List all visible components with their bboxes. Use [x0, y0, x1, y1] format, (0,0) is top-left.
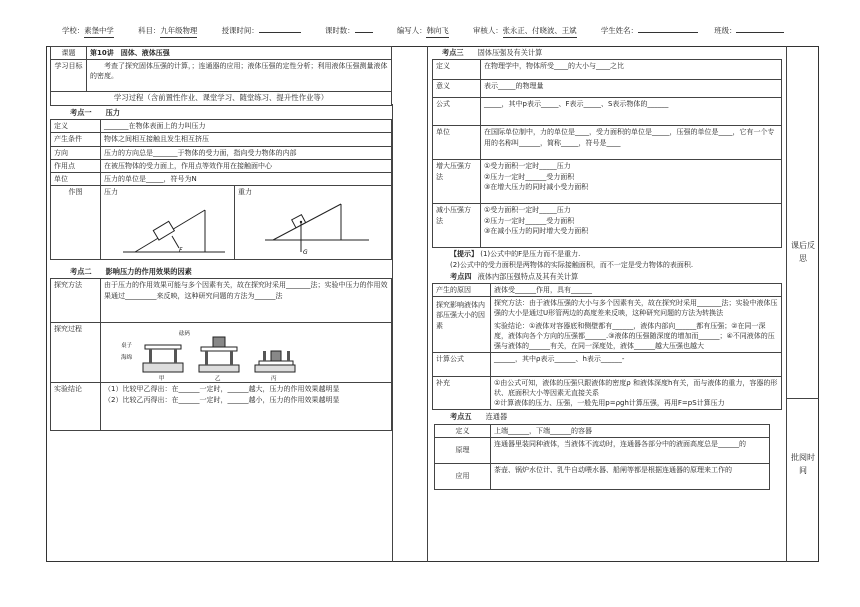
row-key: 单位: [433, 126, 481, 160]
reviewer-value: 张永正、付晓波、王斌: [503, 26, 577, 38]
row-value: _______在物体表面上的力叫压力: [101, 120, 392, 133]
drawing-row: [51, 186, 392, 260]
conclusion-1: （1）比较甲乙得出：在______一定时，______越大，压力的作用效果越明显: [104, 385, 340, 394]
table-row: [433, 98, 782, 126]
row-value: 表示_____的物理量: [481, 80, 782, 98]
pressure-drawing-cell: [101, 186, 235, 260]
row-value: 在被压物体的受力面上，作用点等效作用在接触面中心: [101, 159, 392, 172]
kd5-label: 考点五: [450, 412, 472, 422]
table-row: [51, 323, 392, 383]
force-G-label: G: [303, 249, 308, 257]
explore-method: 探究方法：由于液体压强的大小与多个因素有关，故在探究时采用_______法；实验中液体压强的大小是通过U形管两边的高度差来反映，这种研究问题的方法为转换法: [494, 299, 778, 318]
supp-cell: [491, 377, 782, 410]
row-key: 增大压强方法: [433, 160, 481, 204]
student-label: 学生姓名：: [600, 26, 638, 35]
gravity-label: 重力: [238, 188, 252, 197]
formula-text: ______，其中ρ表示______、h表示______-: [491, 353, 782, 377]
school-value: 素堡中学: [84, 26, 114, 38]
sponge-label: 海绵: [121, 355, 133, 362]
goal-text: 考查了探究固体压强的计算，；连通器的应用；液体压强的定性分析；利用液体压强测量液体的密度。: [87, 60, 392, 92]
row-value: ①受力面积一定时_____压力 ②压力一定时______受力面积 ③在增大压力的同时减小受力面积: [481, 160, 782, 204]
kd3-heading: [432, 46, 782, 59]
kd2-table: [50, 278, 392, 431]
tip-2: (2)公式中的受力面积是两物体的实际接触面积，而不一定是受力物体的表面积.: [450, 260, 694, 269]
supp-label: 补充: [433, 377, 491, 410]
explore-label: 探究影响液体内部压强大小的因素: [433, 297, 491, 353]
divider-right: [786, 46, 787, 562]
kd4-title: 液体内部压强特点及其有关计算: [477, 271, 579, 281]
kd1-table: [50, 119, 392, 260]
cause-label: 产生的原因: [433, 284, 491, 297]
class-label: 班级：: [714, 26, 737, 35]
kd2-heading: [50, 265, 392, 278]
draw-label: 作图: [51, 186, 101, 260]
table-row: [51, 279, 392, 323]
author-value: 韩向飞: [426, 26, 448, 38]
gravity-drawing-cell: [235, 186, 392, 260]
row-key: 作用点: [51, 159, 101, 172]
table-row: [433, 284, 782, 297]
table-row: [433, 297, 782, 353]
row-key: 定义: [51, 120, 101, 133]
row-key: 产生条件: [51, 133, 101, 146]
method-label: 探究方法: [51, 279, 101, 323]
table-row: [433, 126, 782, 160]
row-value: 压力的方向总是_______于物体的受力面，指向受力物体的内部: [101, 146, 392, 159]
formula-label: 计算公式: [433, 353, 491, 377]
table-row: [435, 438, 770, 464]
caption-c: 丙: [271, 376, 277, 382]
kd4-table: [432, 283, 782, 410]
kd4-label: 考点四: [450, 271, 472, 281]
kd5-title: 连通器: [485, 412, 508, 422]
incline-gravity-figure: [259, 196, 379, 256]
row-value: 上端______，下端______的容器: [491, 424, 770, 437]
caption-a: 甲: [159, 376, 165, 382]
row-value: ①受力面积一定时_____压力 ②压力一定时______受力面积 ③在减小压力的同时增大受力面积: [481, 204, 782, 248]
row-key: 定义: [435, 424, 491, 437]
table-row: [433, 80, 782, 98]
pressure-label: 压力: [104, 188, 118, 197]
class-value: [736, 32, 784, 33]
row-value: 物体之间相互接触且发生相互挤压: [101, 133, 392, 146]
kd5-heading: [432, 410, 782, 423]
row-key: 原理: [435, 438, 491, 464]
caption-b: 乙: [215, 376, 221, 382]
force-F-label: F: [179, 247, 183, 255]
conclusion-cell: [101, 383, 392, 431]
subject-label: 科目：: [138, 26, 161, 35]
divider-right-h: [786, 398, 819, 399]
conclusion-label: 实验结论: [51, 383, 101, 431]
kd3-table: [432, 59, 782, 248]
student-value: [638, 32, 698, 33]
kd1-label: 考点一: [70, 107, 92, 117]
kd1-heading: [50, 106, 392, 119]
table-row: [433, 377, 782, 410]
table-row: [51, 146, 392, 159]
weight-label: 砝码: [179, 331, 191, 338]
kd5-table: [434, 424, 770, 490]
sponge-experiment-figure: [119, 325, 299, 381]
incline-pressure-figure: [115, 200, 235, 258]
tip-block: [432, 248, 782, 269]
hours-label: 课时数：: [324, 26, 355, 35]
table-top-label: 桌子: [121, 343, 133, 350]
topic-title: 第10讲 固体、液体压强: [87, 47, 392, 60]
time-value: [259, 32, 301, 33]
row-key: 应用: [435, 464, 491, 490]
after-class-reflection: 课后反思: [791, 241, 815, 263]
table-row: [435, 424, 770, 437]
kd2-label: 考点二: [70, 267, 92, 277]
method-text: 由于压力的作用效果可能与多个因素有关，故在探究时采用_______法；实验中压力的作用效果通过_________来反映，这种研究问题的方法为______法: [101, 279, 392, 323]
cause-text: 液体受______作用，具有______: [491, 284, 782, 297]
supp-2: ②计算液体的压力、压强，一般先用p=ρgh计算压强，再用F=pS计算压力: [494, 399, 725, 408]
kd2-title: 影响压力的作用效果的因素: [105, 267, 192, 277]
explore-cell: [491, 297, 782, 353]
row-key: 公式: [433, 98, 481, 126]
table-row: [435, 464, 770, 490]
subject-value: 九年级物理: [160, 26, 197, 38]
tip-label: 【提示】: [450, 250, 478, 259]
row-value: 茶壶、锅炉水位计、乳牛自动喂水器、船闸等都是根据连通器的原理来工作的: [491, 464, 770, 490]
table-row: [51, 383, 392, 431]
row-value: 压力的单位是_____，符号为N: [101, 172, 392, 185]
middle-column: [432, 46, 782, 490]
experiment-figure-cell: [101, 323, 392, 383]
hours-value: [355, 32, 373, 33]
row-key: 减小压强方法: [433, 204, 481, 248]
row-value: 连通器里装同种液体，当液体不流动时，连通器各部分中的液面高度总是______的: [491, 438, 770, 464]
topic-label: 课题: [51, 47, 87, 60]
divider-left: [392, 104, 393, 562]
kd4-heading: [432, 270, 782, 283]
table-row: [51, 172, 392, 185]
kd1-title: 压力: [105, 107, 120, 117]
time-label: 授课时间：: [221, 26, 259, 35]
explore-conclusion: 实验结论：①液体对容器底和侧壁都有______，液体内部向______都有压强；②在同一深度，液体向各个方向的压强都______.③液体的压强随深度的增加而______；④不同液体的压强与液体的______有关，在同一深度处，液体______越大压强也越大: [494, 321, 775, 350]
table-row: [51, 120, 392, 133]
table-row: [51, 133, 392, 146]
process-label: 探究过程: [51, 323, 101, 383]
row-value: _____，其中p表示_____、F表示_____、S表示物体的______: [481, 98, 782, 126]
row-key: 意义: [433, 80, 481, 98]
review-time: 批阅时间: [791, 453, 815, 475]
row-value: 在国际单位制中，力的单位是____，受力面积的单位是_____，压强的单位是____，它有一个专用的名称叫______，简称_____，符号是____: [481, 126, 782, 160]
supp-1: ①由公式可知，液体的压强只跟液体的密度ρ 和液体深度h有关，而与液体的重力，容器的形状、底面积大小等因素无直接关系: [494, 379, 778, 398]
process-heading: 学习过程（含前置性作业、课堂学习、随堂练习、提升性作业等）: [51, 92, 392, 106]
tip-1: (1)公式中的F是压力而不是重力.: [480, 250, 581, 259]
document-header: [60, 26, 850, 38]
row-key: 方向: [51, 146, 101, 159]
conclusion-2: （2）比较乙丙得出：在______一定时，______越小，压力的作用效果越明显: [104, 395, 340, 404]
table-row: [433, 160, 782, 204]
goal-label: 学习目标: [51, 60, 87, 92]
table-row: [433, 204, 782, 248]
row-key: 定义: [433, 60, 481, 80]
table-row: [433, 60, 782, 80]
kd3-label: 考点三: [442, 48, 464, 57]
reviewer-label: 审核人：: [473, 26, 503, 35]
row-key: 单位: [51, 172, 101, 185]
author-label: 编写人：: [396, 26, 427, 35]
row-value: 在物理学中，物体所受____的大小与____之比: [481, 60, 782, 80]
left-column: [50, 46, 392, 431]
divider-middle: [427, 46, 428, 562]
school-label: 学校：: [62, 26, 85, 35]
table-row: [51, 159, 392, 172]
topic-table: [50, 46, 392, 106]
kd3-title: 固体压强及有关计算: [477, 48, 543, 57]
table-row: [433, 353, 782, 377]
